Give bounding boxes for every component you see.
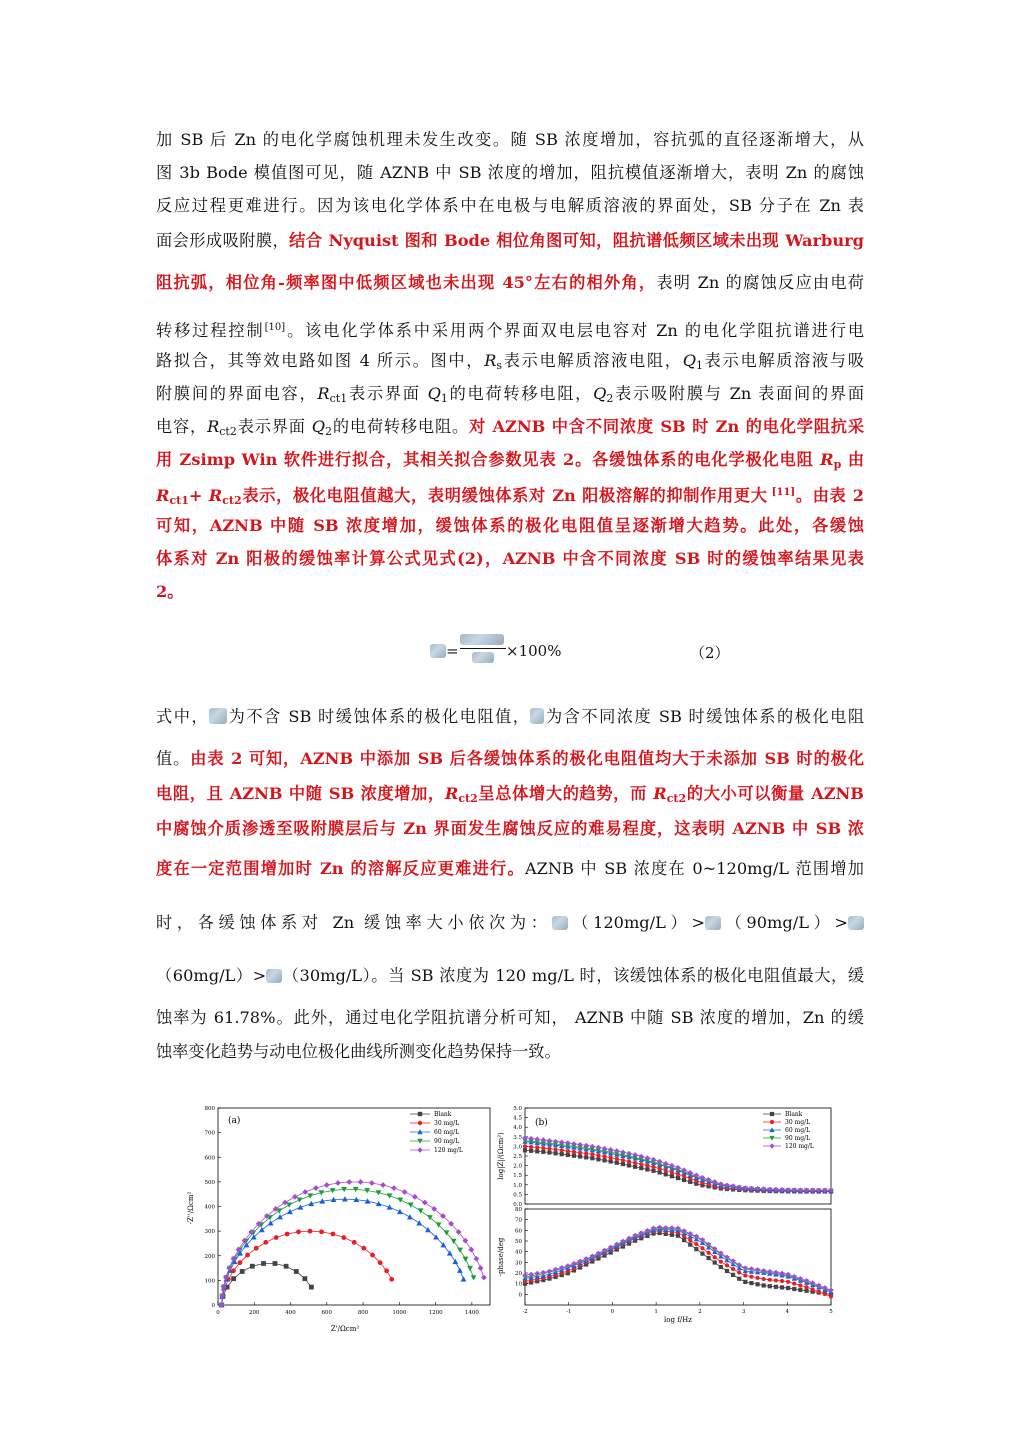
y-tick-label: 0: [518, 1292, 522, 1299]
legend-marker: [418, 1112, 422, 1116]
legend-label: Blank: [434, 1111, 452, 1118]
line5-red: 阻抗弧，相位角-频率图中低频区域也未出现 45°左右的相外角，: [156, 273, 657, 292]
data-point: [397, 1197, 403, 1202]
equation-tail: ×100%: [506, 642, 562, 660]
data-point: [602, 1158, 606, 1162]
data-point: [762, 1277, 766, 1281]
y-tick-label: 0.0: [513, 1202, 522, 1208]
y-tick-label: 1.5: [513, 1173, 522, 1180]
data-point: [541, 1146, 545, 1150]
data-point: [804, 1285, 808, 1289]
data-point: [590, 1152, 594, 1156]
data-point: [627, 1163, 631, 1167]
y-tick-label: 60: [515, 1228, 522, 1235]
panel-b-top-ylabel: log|Z|/(Ωcm²): [497, 1132, 505, 1180]
data-point: [302, 1189, 308, 1195]
data-point: [402, 1189, 408, 1195]
x-tick-label: 3: [741, 1309, 746, 1315]
data-point: [560, 1148, 564, 1152]
data-point: [694, 1247, 698, 1251]
y-tick-label: 200: [204, 1253, 215, 1260]
text-line-7: 路拟合，其等效电路如图 4 所示。图中，$R_s$表示电解质溶液电阻，$Q_1$表示电解质溶液与吸: [156, 351, 864, 372]
data-point: [700, 1251, 704, 1255]
text-line-13: 体系对 Zn 阳极的缓蚀率计算公式见式(2)，AZNB 中含不同浓度 SB 时的缓蚀率结果见表: [156, 549, 864, 568]
legend-label: 120 mg/L: [785, 1143, 814, 1150]
x-tick-label: 4: [785, 1309, 790, 1315]
data-point: [566, 1153, 570, 1157]
data-point: [774, 1278, 778, 1282]
data-point: [633, 1165, 637, 1169]
panel-a-ylabel: -Z''/Ωcm²: [187, 1191, 195, 1225]
equation-number: （2）: [690, 644, 730, 662]
data-point: [786, 1286, 790, 1290]
data-point: [319, 1229, 324, 1234]
data-point: [755, 1282, 759, 1286]
data-point: [261, 1261, 266, 1266]
data-point: [639, 1162, 643, 1166]
line5-black: 表明 Zn 的腐蚀反应由电荷: [656, 273, 864, 292]
data-point: [547, 1147, 551, 1151]
y-tick-label: 4.5: [513, 1115, 522, 1122]
data-point: [425, 1227, 431, 1232]
text-line-19: 度在一定范围增加时 Zn 的溶解反应更难进行。AZNB 中 SB 浓度在 0~120mg/L 范围增加: [156, 859, 864, 878]
data-point: [737, 1277, 741, 1281]
data-point: [535, 1145, 539, 1149]
data-point: [418, 1208, 424, 1213]
legend-label: 60 mg/L: [434, 1129, 460, 1136]
data-point: [407, 1214, 413, 1219]
eta-90-icon: [705, 916, 721, 930]
data-point: [274, 1235, 279, 1240]
data-point: [633, 1161, 637, 1165]
data-point: [823, 1292, 827, 1296]
line4-red: 结合 Nyquist 图和 Bode 相位角图可知，阻抗谱低频区域未出现 Warburg: [289, 231, 864, 250]
y-tick-label: 4.0: [513, 1125, 522, 1132]
data-point: [231, 1276, 236, 1281]
data-point: [529, 1149, 533, 1153]
y-tick-label: 3.5: [513, 1134, 522, 1141]
data-point: [768, 1284, 772, 1288]
data-point: [682, 1174, 686, 1178]
legend-label: 30 mg/L: [785, 1119, 811, 1126]
data-point: [313, 1185, 319, 1191]
y-tick-label: 500: [204, 1179, 215, 1186]
x-tick-label: 2: [698, 1309, 702, 1315]
panel-b-data: [522, 1135, 833, 1298]
data-point: [621, 1162, 625, 1166]
y-tick-label: 100: [204, 1278, 215, 1285]
data-point: [743, 1273, 747, 1277]
data-point: [596, 1157, 600, 1161]
y-tick-label: 400: [204, 1204, 215, 1211]
data-point: [657, 1225, 662, 1230]
text-line-9: 电容，$R_{ct2}$表示界面 $Q_2$的电荷转移电阻。对 AZNB 中含不同浓度 SB 时 Zn 的电化学阻抗采: [156, 417, 864, 438]
data-point: [451, 1239, 457, 1244]
panel-b-label: (b): [535, 1118, 548, 1128]
data-point: [463, 1257, 469, 1262]
data-point: [308, 1229, 313, 1234]
data-point: [572, 1150, 576, 1154]
data-point: [664, 1172, 668, 1176]
data-point: [572, 1154, 576, 1158]
data-point: [688, 1238, 692, 1242]
data-point: [578, 1151, 582, 1155]
eta-symbol-icon: [430, 644, 446, 658]
data-point: [737, 1270, 741, 1274]
y-tick-label: 300: [204, 1229, 215, 1236]
fraction-numerator-icon: [460, 634, 504, 645]
x-tick-label: -1: [566, 1309, 572, 1315]
panel-a-data: [219, 1179, 487, 1308]
y-tick-label: 700: [204, 1130, 215, 1137]
data-point: [768, 1278, 772, 1282]
data-point: [615, 1157, 619, 1161]
x-tick-label: 1: [654, 1309, 658, 1315]
y-tick-label: 80: [515, 1207, 522, 1213]
data-point: [461, 1276, 467, 1281]
text-line-23: 蚀率变化趋势与动电位极化曲线所测变化趋势保持一致。: [156, 1042, 561, 1061]
data-point: [804, 1289, 808, 1293]
data-point: [468, 1247, 474, 1253]
data-point: [380, 1182, 386, 1188]
data-point: [719, 1260, 723, 1264]
data-point: [541, 1150, 545, 1154]
data-point: [370, 1253, 375, 1258]
panel-a-legend: [410, 1111, 463, 1154]
data-point: [774, 1285, 778, 1289]
legend-marker: [770, 1120, 774, 1124]
y-tick-label: 20: [515, 1271, 522, 1277]
data-point: [658, 1166, 662, 1170]
line4-black: 面会形成吸附膜，: [156, 231, 290, 250]
data-point: [811, 1287, 815, 1291]
data-point: [755, 1267, 760, 1272]
data-point: [335, 1180, 341, 1186]
data-point: [554, 1151, 558, 1155]
data-point: [694, 1242, 698, 1246]
text-line-5: [156, 271, 864, 295]
data-point: [457, 1248, 463, 1253]
text-line-15: 式中， 为不含 SB 时缓蚀体系的极化电阻值， 为含不同浓度 SB 时缓蚀体系的极化电阻: [156, 707, 864, 726]
rp-symbol-icon: [530, 708, 544, 724]
data-point: [627, 1159, 631, 1163]
legend-marker: [769, 1143, 774, 1148]
data-point: [731, 1267, 735, 1271]
text-line-1: 加 SB 后 Zn 的电化学腐蚀机理未发生改变。随 SB 浓度增加，容抗弧的直径逐渐增大，从: [156, 130, 864, 149]
data-point: [397, 1209, 403, 1214]
data-point: [786, 1280, 790, 1284]
text-line-21: （60mg/L）> （30mg/L）。当 SB 浓度为 120 mg/L 时，该缓蚀体系的极化电阻值最大，缓: [156, 966, 864, 985]
panel-a: [187, 1106, 490, 1333]
legend-label: 30 mg/L: [434, 1120, 460, 1127]
panel-a-xlabel: Z'/Ωcm²: [330, 1325, 360, 1333]
x-tick-label: 200: [249, 1310, 260, 1316]
data-point: [584, 1151, 588, 1155]
panel-b-legend: [763, 1111, 814, 1150]
data-point: [615, 1161, 619, 1165]
series-line: [525, 1231, 831, 1297]
y-tick-label: 0: [211, 1303, 215, 1309]
text-line-22: 蚀率为 61.78%。此外，通过电化学阻抗谱分析可知， AZNB 中随 SB 浓度的增加，Zn 的缓: [156, 1008, 864, 1027]
y-tick-label: 10: [515, 1281, 522, 1288]
panel-b: [497, 1106, 834, 1324]
data-point: [284, 1264, 289, 1269]
data-point: [331, 1232, 336, 1237]
y-tick-label: 40: [515, 1249, 522, 1256]
x-tick-label: 800: [357, 1310, 369, 1316]
data-point: [416, 1220, 422, 1225]
data-point: [273, 1261, 278, 1266]
y-tick-label: 2.0: [513, 1163, 522, 1170]
data-point: [389, 1277, 394, 1282]
data-point: [645, 1167, 649, 1171]
eta-120-icon: [552, 916, 568, 930]
data-point: [651, 1169, 655, 1173]
data-point: [296, 1229, 301, 1234]
data-point: [307, 1193, 313, 1198]
x-tick-label: 0: [216, 1310, 220, 1316]
legend-label: 90 mg/L: [434, 1138, 460, 1145]
ref-11: [11]: [767, 487, 796, 498]
data-point: [473, 1256, 479, 1262]
data-point: [250, 1264, 255, 1269]
data-point: [755, 1276, 759, 1280]
eta-30-icon: [266, 969, 282, 983]
data-point: [743, 1280, 747, 1284]
data-point: [817, 1290, 821, 1294]
legend-label: 60 mg/L: [785, 1127, 811, 1134]
data-point: [707, 1251, 711, 1255]
text-line-4: [156, 229, 864, 253]
y-tick-label: 5.0: [513, 1106, 522, 1112]
data-point: [412, 1194, 418, 1200]
y-tick-label: 600: [204, 1155, 215, 1162]
y-tick-label: 0.5: [513, 1192, 522, 1199]
series-line: [222, 1189, 474, 1305]
data-point: [391, 1185, 397, 1191]
data-point: [707, 1256, 711, 1260]
text-line-10: 用 Zsimp Win 软件进行拟合，其相关拟合参数见表 2。各缓蚀体系的电化学极化电阻 $R_p$ 由: [156, 450, 864, 471]
data-point: [713, 1255, 717, 1259]
data-point: [523, 1144, 527, 1148]
text-line-18: 中腐蚀介质渗透至吸附膜层后与 Zn 界面发生腐蚀反应的难易程度，这表明 AZNB 中 SB 浓: [156, 819, 864, 838]
data-point: [584, 1155, 588, 1159]
data-point: [682, 1238, 686, 1242]
data-point: [529, 1145, 533, 1149]
data-point: [259, 1227, 265, 1232]
data-point: [408, 1203, 414, 1208]
data-point: [384, 1268, 389, 1273]
data-point: [240, 1269, 245, 1274]
x-tick-label: 0: [610, 1309, 615, 1315]
data-point: [639, 1166, 643, 1170]
data-point: [478, 1265, 484, 1271]
data-point: [547, 1150, 551, 1154]
data-point: [700, 1246, 704, 1250]
legend-marker: [417, 1147, 422, 1152]
x-tick-label: 5: [829, 1309, 833, 1315]
data-point: [762, 1283, 766, 1287]
data-point: [378, 1260, 383, 1265]
data-point: [609, 1156, 613, 1160]
data-point: [749, 1275, 753, 1279]
legend-marker: [418, 1121, 422, 1125]
legend-label: Blank: [785, 1111, 803, 1118]
data-point: [341, 1235, 346, 1240]
x-tick-label: -2: [522, 1309, 528, 1315]
data-point: [749, 1266, 754, 1271]
data-point: [621, 1158, 625, 1162]
data-point: [596, 1153, 600, 1157]
data-point: [523, 1148, 527, 1152]
data-point: [535, 1149, 539, 1153]
panel-b-xlabel: log f/Hz: [664, 1316, 692, 1324]
x-tick-label: 1400: [464, 1310, 479, 1316]
data-point: [670, 1174, 674, 1178]
data-point: [481, 1275, 487, 1281]
data-point: [688, 1243, 692, 1247]
data-point: [792, 1281, 796, 1285]
y-tick-label: 3.0: [513, 1144, 522, 1151]
fraction-denominator-icon: [472, 652, 494, 663]
x-tick-label: 1000: [392, 1310, 407, 1316]
data-point: [302, 1276, 307, 1281]
eta-60-icon: [848, 916, 864, 930]
data-point: [731, 1273, 735, 1277]
data-point: [245, 1253, 250, 1258]
text-line-16: 值。由表 2 可知，AZNB 中添加 SB 后各缓蚀体系的极化电阻值均大于未添加 SB 时的极化: [156, 749, 864, 768]
data-point: [285, 1232, 290, 1237]
data-point: [780, 1279, 784, 1283]
data-point: [602, 1154, 606, 1158]
data-point: [457, 1268, 463, 1273]
data-point: [676, 1176, 680, 1180]
y-tick-label: 800: [204, 1106, 215, 1112]
text-line-3: 反应过程更难进行。因为该电化学体系中在电极与电解质溶液的界面处，SB 分子在 Zn 表: [156, 196, 864, 215]
data-point: [792, 1287, 796, 1291]
data-point: [277, 1214, 283, 1219]
data-point: [297, 1197, 303, 1202]
text-line-20: 时，各缓蚀体系对 Zn 缓蚀率大小依次为： （120mg/L）> （90mg/L）>: [156, 911, 864, 935]
data-point: [658, 1170, 662, 1174]
panel-b-bottom-ylabel: -phase/deg: [497, 1237, 505, 1277]
text-line-6: 转移过程控制[10]。该电化学体系中采用两个界面双电层电容对 Zn 的电化学阻抗谱进行电: [156, 321, 864, 340]
data-point: [664, 1168, 668, 1172]
equation-2: = ×100% （2）: [440, 638, 840, 668]
data-point: [324, 1182, 330, 1188]
x-tick-label: 600: [321, 1310, 333, 1316]
data-point: [578, 1154, 582, 1158]
data-point: [829, 1294, 833, 1298]
data-point: [369, 1180, 375, 1186]
data-point: [294, 1269, 299, 1274]
data-point: [645, 1164, 649, 1168]
y-tick-label: 1.0: [513, 1182, 522, 1189]
data-point: [361, 1246, 366, 1251]
data-point: [682, 1178, 686, 1182]
data-point: [287, 1209, 293, 1214]
data-point: [282, 1200, 288, 1206]
data-point: [254, 1246, 259, 1251]
data-point: [292, 1194, 298, 1200]
data-point: [725, 1263, 729, 1267]
data-point: [352, 1240, 357, 1245]
panel-b-bottom-frame: [525, 1209, 831, 1305]
data-point: [719, 1265, 723, 1269]
data-point: [590, 1156, 594, 1160]
data-point: [713, 1260, 717, 1264]
text-line-2: 图 3b Bode 模值图可见，随 AZNB 中 SB 浓度的增加，阻抗模值逐渐增大，表明 Zn 的腐蚀: [156, 163, 864, 182]
data-point: [422, 1200, 428, 1206]
data-point: [798, 1283, 802, 1287]
y-tick-label: 70: [515, 1217, 522, 1224]
data-point: [676, 1172, 680, 1176]
text-line-11: $R_{ct1}+ R_{ct2}$表示，极化电阻值越大，表明缓蚀体系对 Zn 阳极溶解的抑制作用更大 [11]。由表 2: [156, 486, 864, 505]
x-tick-label: 400: [285, 1310, 296, 1316]
data-point: [780, 1285, 784, 1289]
data-point: [387, 1193, 393, 1198]
y-tick-label: 30: [515, 1260, 522, 1267]
legend-marker: [770, 1112, 774, 1116]
series-line: [525, 1233, 831, 1294]
data-point: [675, 1165, 680, 1170]
ref-10: [10]: [264, 322, 286, 333]
data-point: [651, 1165, 655, 1169]
data-point: [237, 1260, 242, 1265]
y-tick-label: 2.5: [513, 1154, 522, 1160]
data-point: [670, 1170, 674, 1174]
data-point: [566, 1149, 570, 1153]
x-tick-label: 1200: [428, 1310, 443, 1316]
text-line-12: 可知，AZNB 中随 SB 浓度增加，缓蚀体系的极化电阻值呈逐渐增大趋势。此处，各缓蚀: [156, 516, 864, 535]
data-point: [309, 1285, 314, 1290]
text-line-14: 2。: [156, 582, 184, 601]
data-point: [467, 1266, 473, 1271]
data-point: [263, 1240, 268, 1245]
series-line: [222, 1199, 464, 1305]
rp0-symbol-icon: [209, 708, 227, 724]
data-point: [346, 1179, 352, 1185]
text-line-8: 附膜间的界面电容，$R_{ct1}$表示界面 $Q_1$的电荷转移电阻，$Q_2$表示吸附膜与 Zn 表面间的界面: [156, 384, 864, 405]
data-point: [725, 1269, 729, 1273]
legend-label: 90 mg/L: [785, 1135, 811, 1142]
data-point: [358, 1179, 364, 1185]
panel-a-label: (a): [228, 1116, 241, 1126]
y-tick-label: 50: [515, 1239, 522, 1245]
legend-label: 120 mg/L: [434, 1147, 463, 1154]
data-point: [471, 1275, 477, 1280]
series-line: [525, 1229, 831, 1292]
data-point: [452, 1259, 458, 1264]
text-line-17: 电阻，且 AZNB 中随 SB 浓度增加，$R_{ct2}$呈总体增大的趋势，而 $R_{ct2}$的大小可以衡量 AZNB: [156, 784, 864, 805]
data-point: [749, 1281, 753, 1285]
data-point: [560, 1152, 564, 1156]
figure-3: [185, 1100, 845, 1340]
data-point: [268, 1220, 274, 1225]
data-point: [554, 1147, 558, 1151]
data-point: [609, 1159, 613, 1163]
data-point: [798, 1288, 802, 1292]
